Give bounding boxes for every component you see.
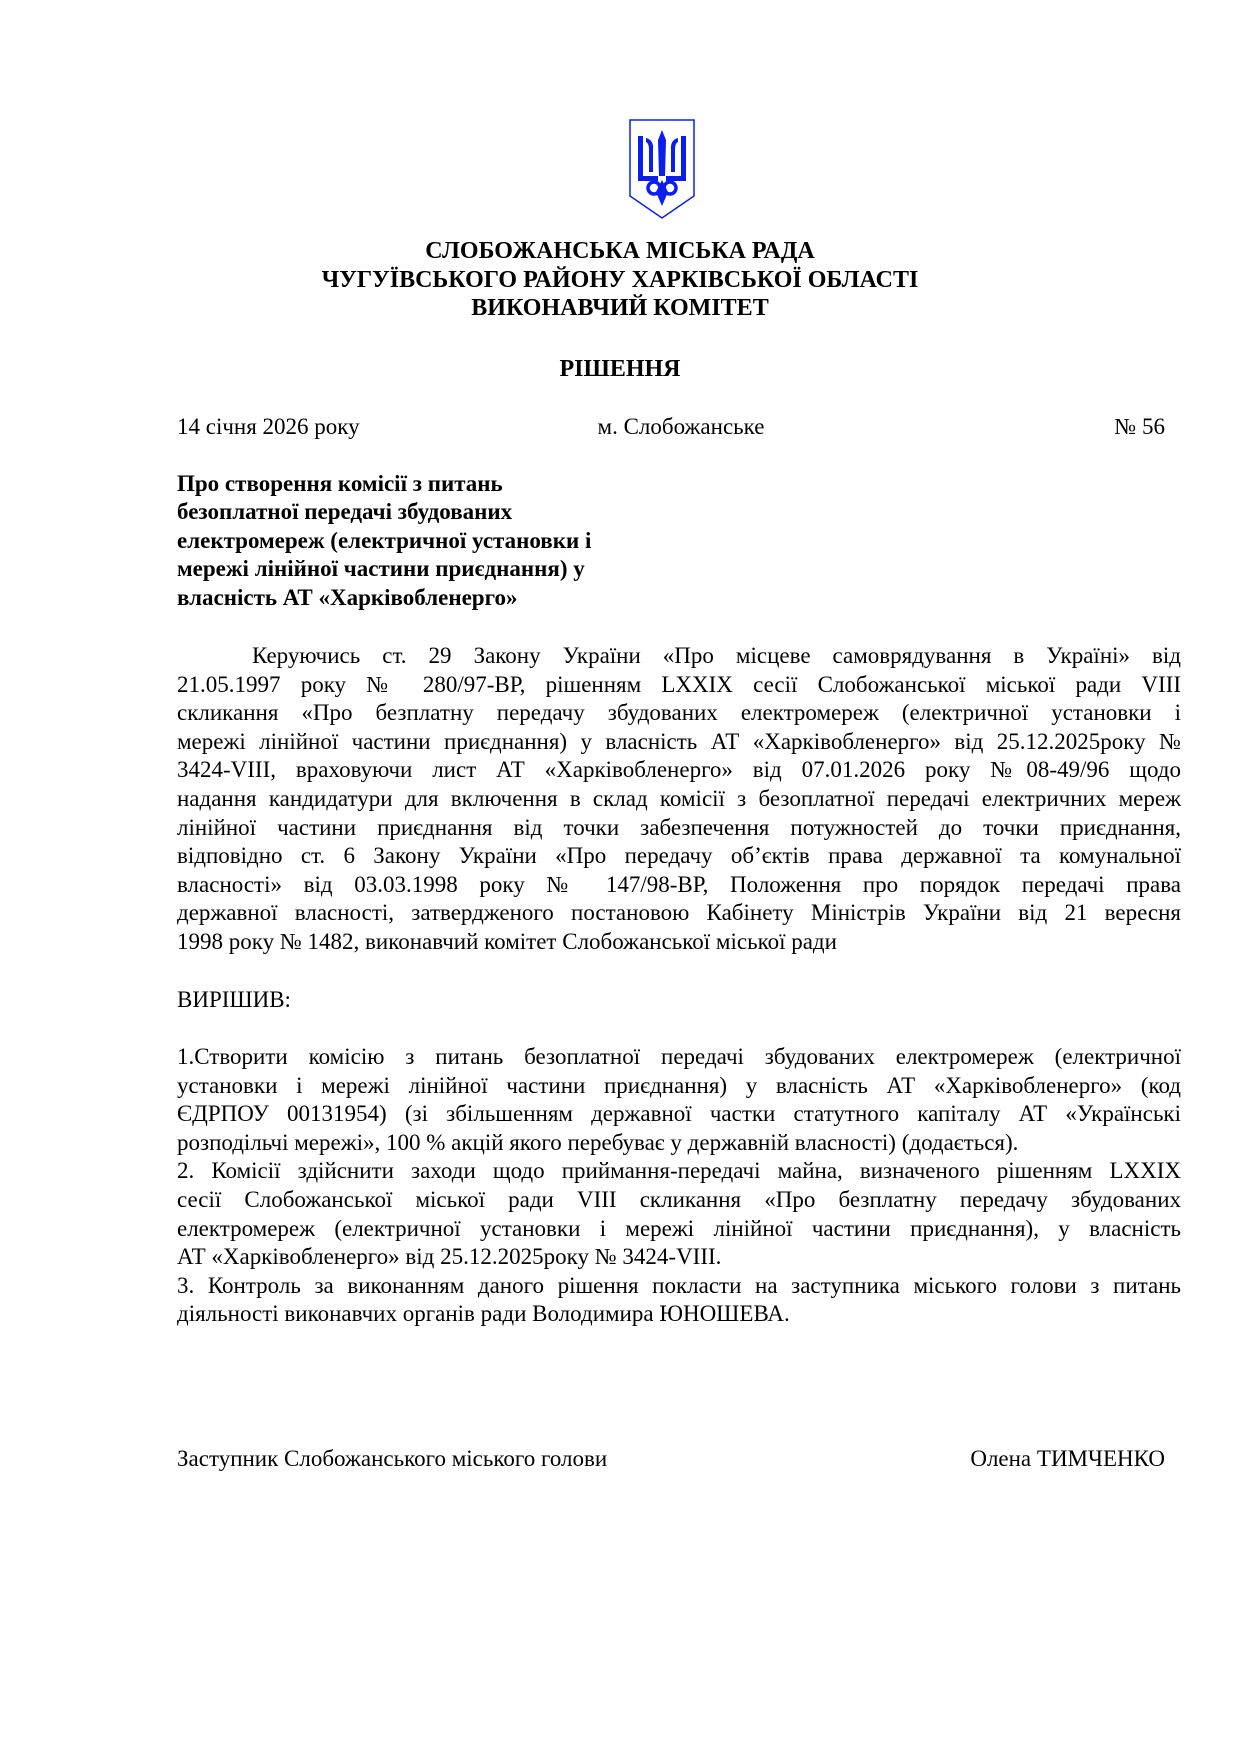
signatory-name: Олена ТИМЧЕНКО	[970, 1446, 1165, 1471]
coat-of-arms-icon	[628, 118, 696, 220]
decision-place: м. Слобожанське	[597, 414, 765, 439]
preamble-line: власності» від 03.03.1998 року № 147/98-ВР, Положення про порядок передачі права	[177, 871, 1181, 897]
preamble-line: державної власності, затвердженого постановою Кабінету Міністрів України від 21 вересня	[177, 900, 1181, 926]
resolution-items	[177, 1043, 1181, 1329]
item-line: 2. Комісії здійснити заходи щодо приймання-передачі майна, визначеного рішенням LXXIX	[177, 1158, 1181, 1184]
item-line: розподільчі мережі», 100 % акцій якого перебуває у державній власності) (додається).	[177, 1129, 1019, 1155]
item-line: діяльності виконавчих органів ради Володимира ЮНОШЕВА.	[177, 1301, 790, 1327]
committee-name: ВИКОНАВЧИЙ КОМІТЕТ	[471, 295, 769, 321]
item-line: АТ «Харківобленерго» від 25.12.2025року № 3424-VIII.	[177, 1244, 722, 1270]
subject-line: електромереж (електричної установки і	[177, 527, 592, 553]
item-line: ЄДРПОУ 00131954) (зі збільшенням державної частки статутного капіталу АТ «Українські	[177, 1101, 1181, 1127]
preamble-line: 1998 року № 1482, виконавчий комітет Слобожанської міської ради	[177, 928, 837, 954]
subject-line: мережі лінійної частини приєднання) у	[177, 556, 585, 582]
preamble-line: Керуючись ст. 29 Закону України «Про місцеве самоврядування в Україні» від	[252, 643, 1181, 668]
item-line: 1.Створити комісію з питань безоплатної передачі збудованих електромереж (електричної	[177, 1044, 1181, 1069]
subject-line: власність АТ «Харківобленерго»	[177, 584, 518, 610]
item-line: електромереж (електричної установки і мережі лінійної частини приєднання), у власність	[177, 1215, 1181, 1241]
decision-number: № 56	[1114, 414, 1165, 439]
preamble-line: скликання «Про безплатну передачу збудованих електромереж (електричної установки і	[177, 700, 1181, 726]
resolved-label: ВИРІШИВ:	[177, 987, 291, 1012]
council-name: СЛОБОЖАНСЬКА МІСЬКА РАДА	[425, 238, 815, 264]
subject-line: Про створення комісії з питань	[177, 471, 503, 496]
preamble-line: 3424-VIII, враховуючи лист АТ «Харківобленерго» від 07.01.2026 року №08-49/96 щодо	[177, 757, 1181, 783]
district-name: ЧУГУЇВСЬКОГО РАЙОНУ ХАРКІВСЬКОЇ ОБЛАСТІ	[321, 267, 919, 293]
signatory-position: Заступник Слобожанського міського голови	[177, 1446, 608, 1471]
item-line: 3. Контроль за виконанням даного рішення покласти на заступника міського голови з питань	[177, 1272, 1181, 1298]
document-type: РІШЕННЯ	[559, 356, 681, 382]
decision-date: 14 січня 2026 року	[177, 414, 360, 439]
item-line: установки і мережі лінійної частини приєднання) у власність АТ «Харківобленерго» (код	[177, 1072, 1181, 1098]
preamble-line: мережі лінійної частини приєднання) у власність АТ «Харківобленерго» від 25.12.2025року №	[177, 728, 1181, 754]
subject-line: безоплатної передачі збудованих	[177, 499, 513, 525]
decision-subject	[177, 470, 591, 612]
preamble-line: 21.05.1997 року № 280/97-ВР, рішенням LXXIX сесії Слобожанської міської ради VIII	[177, 671, 1181, 697]
preamble-line: надання кандидатури для включення в склад комісії з безоплатної передачі електричних мереж	[177, 785, 1181, 811]
item-line: сесії Слобожанської міської ради VIII скликання «Про безплатну передачу збудованих	[177, 1186, 1181, 1212]
preamble-line: лінійної частини приєднання від точки забезпечення потужностей до точки приєднання,	[177, 814, 1181, 840]
preamble-line: відповідно ст. 6 Закону України «Про передачу об’єктів права державної та комунальної	[177, 843, 1181, 869]
preamble-paragraph	[177, 642, 1181, 957]
